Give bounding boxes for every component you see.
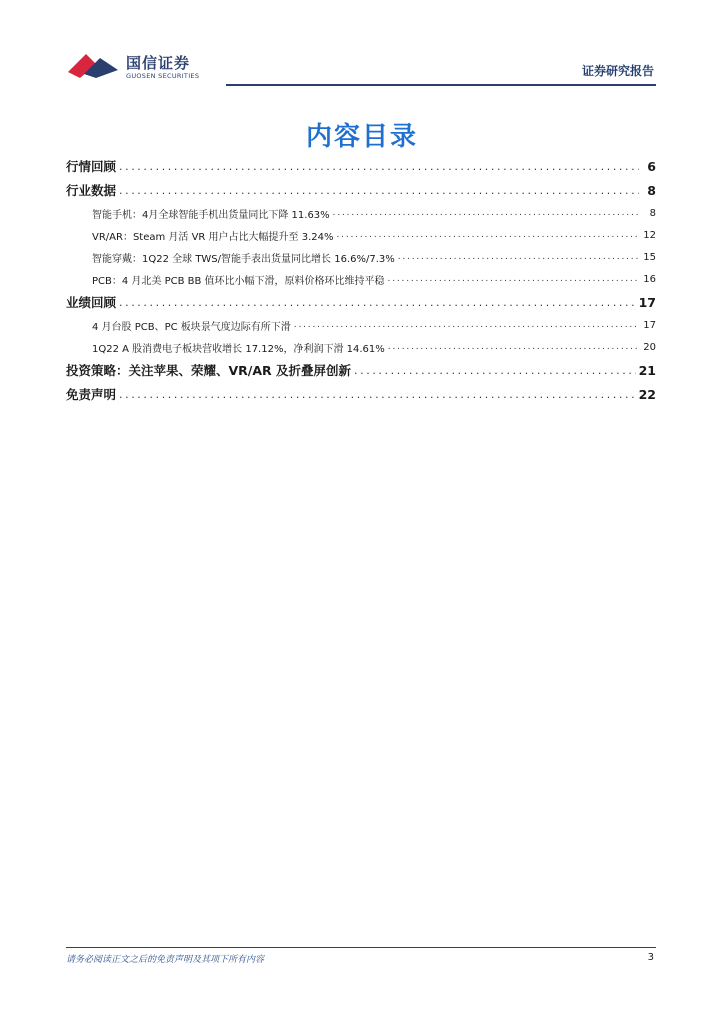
toc-entry-subsection[interactable] — [66, 202, 656, 224]
toc-dot-leader — [119, 388, 636, 401]
toc-entry-page[interactable]: 21 — [638, 362, 656, 378]
disclaimer-note: 请务必阅读正文之后的免责声明及其项下所有内容 — [66, 955, 265, 965]
toc-entry-section[interactable] — [66, 178, 656, 202]
toc-entry-subsection[interactable] — [66, 246, 656, 268]
toc-dot-leader — [337, 230, 639, 240]
toc-entry-page[interactable]: 8 — [649, 207, 656, 219]
toc-entry-title[interactable]: 业绩回顾 — [66, 295, 117, 310]
toc-entry-title[interactable]: PCB：4 月北美 PCB BB 值环比小幅下滑，原料价格环比维持平稳 — [92, 275, 385, 287]
toc-title: 内容目录 — [305, 122, 418, 152]
page-header — [66, 48, 656, 88]
toc-entry-page[interactable]: 22 — [638, 386, 656, 402]
toc-entry-title[interactable]: VR/AR：Steam 月活 VR 用户占比大幅提升至 3.24% — [92, 231, 334, 243]
toc-entry-subsection[interactable] — [66, 336, 656, 358]
toc-dot-leader — [388, 274, 639, 284]
toc-entry-title[interactable]: 免责声明 — [66, 387, 117, 402]
toc-entry-page[interactable]: 12 — [643, 229, 656, 241]
toc-entry-section[interactable] — [66, 154, 656, 178]
toc-entry-page[interactable]: 8 — [647, 182, 656, 198]
footer-divider — [66, 947, 656, 948]
logo-cn-text: 国信证券 — [126, 54, 191, 72]
toc-dot-leader — [119, 160, 639, 173]
toc-entry-title[interactable]: 智能手机：4月全球智能手机出货量同比下降 11.63% — [92, 209, 330, 221]
toc-entry-subsection[interactable] — [66, 314, 656, 336]
toc-entry-page[interactable]: 15 — [643, 251, 656, 263]
toc-dot-leader — [333, 208, 639, 218]
toc-entry-title[interactable]: 4 月台股 PCB、PC 板块景气度边际有所下滑 — [92, 321, 291, 333]
report-type-label: 证券研究报告 — [581, 64, 654, 78]
guosen-logo — [66, 48, 206, 82]
table-of-contents — [66, 154, 656, 406]
toc-entry-section[interactable] — [66, 358, 656, 382]
toc-entry-title[interactable]: 智能穿戴：1Q22 全球 TWS/智能手表出货量同比增长 16.6%/7.3% — [92, 253, 395, 265]
header-divider — [226, 84, 656, 86]
toc-entry-title[interactable]: 1Q22 A 股消费电子板块营收增长 17.12%，净利润下滑 14.61% — [92, 343, 385, 355]
toc-entry-page[interactable]: 20 — [643, 341, 656, 353]
toc-entry-title[interactable]: 行情回顾 — [66, 159, 117, 174]
toc-entry-section[interactable] — [66, 382, 656, 406]
toc-entry-page[interactable]: 16 — [643, 273, 656, 285]
logo-en-text: GUOSEN SECURITIES — [126, 72, 200, 80]
toc-entry-subsection[interactable] — [66, 224, 656, 246]
toc-entry-section[interactable] — [66, 290, 656, 314]
toc-entry-page[interactable]: 6 — [647, 158, 656, 174]
toc-entry-title[interactable]: 投资策略：关注苹果、荣耀、VR/AR 及折叠屏创新 — [66, 363, 352, 378]
toc-dot-leader — [119, 184, 639, 197]
page-number: 3 — [647, 952, 654, 963]
guosen-logo-mark — [66, 50, 120, 80]
toc-dot-leader — [354, 364, 636, 377]
toc-entry-title[interactable]: 行业数据 — [66, 183, 117, 198]
toc-dot-leader — [398, 252, 639, 262]
toc-entry-page[interactable]: 17 — [643, 319, 656, 331]
toc-dot-leader — [294, 320, 639, 330]
toc-dot-leader — [388, 342, 639, 352]
toc-dot-leader — [119, 296, 636, 309]
toc-entry-subsection[interactable] — [66, 268, 656, 290]
toc-entry-page[interactable]: 17 — [638, 294, 656, 310]
